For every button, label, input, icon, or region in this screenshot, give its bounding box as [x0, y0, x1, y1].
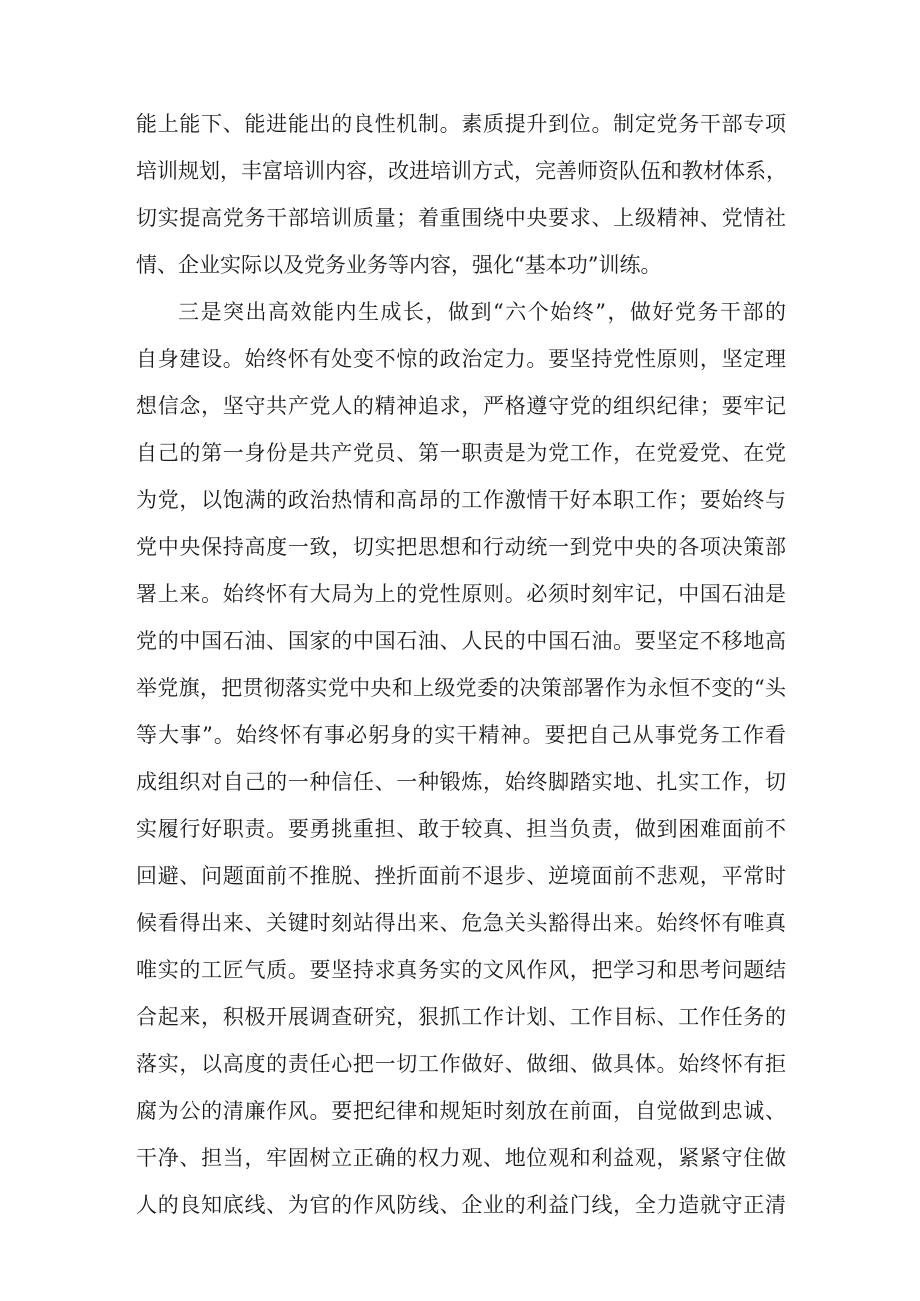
- text-line: 人的良知底线、为官的作风防线、企业的利益门线，全力造就守正清: [136, 1193, 786, 1217]
- text-line: 干净、担当，牢固树立正确的权力观、地位观和利益观，紧紧守住做: [136, 1146, 786, 1170]
- text-line: 合起来，积极开展调查研究，狠抓工作计划、工作目标、工作任务的: [136, 1005, 786, 1029]
- text-line: 腐为公的清廉作风。要把纪律和规矩时刻放在前面，自觉做到忠诚、: [136, 1099, 786, 1123]
- text-line: 成组织对自己的一种信任、一种锻炼，始终脚踏实地、扎实工作，切: [136, 770, 786, 794]
- text-line: 举党旗，把贯彻落实党中央和上级党委的决策部署作为永恒不变的“头: [136, 676, 786, 700]
- text-line: 情、企业实际以及党务业务等内容，强化“基本功”训练。: [136, 253, 662, 277]
- text-line: 实履行好职责。要勇挑重担、敢于较真、担当负责，做到困难面前不: [136, 817, 786, 841]
- text-line: 培训规划，丰富培训内容，改进培训方式，完善师资队伍和教材体系，: [136, 159, 787, 183]
- text-line: 候看得出来、关键时刻站得出来、危急关头豁得出来。始终怀有唯真: [136, 911, 786, 935]
- text-line: 回避、问题面前不推脱、挫折面前不退步、逆境面前不悲观，平常时: [136, 864, 786, 888]
- text-line: 想信念，坚守共产党人的精神追求，严格遵守党的组织纪律；要牢记: [136, 394, 786, 418]
- text-line: 唯实的工匠气质。要坚持求真务实的文风作风，把学习和思考问题结: [136, 958, 786, 982]
- text-line: 切实提高党务干部培训质量；着重围绕中央要求、上级精神、党情社: [136, 206, 786, 230]
- text-line: 党的中国石油、国家的中国石油、人民的中国石油。要坚定不移地高: [136, 629, 786, 653]
- text-line: 自己的第一身份是共产党员、第一职责是为党工作，在党爱党、在党: [136, 441, 786, 465]
- text-line: 署上来。始终怀有大局为上的党性原则。必须时刻牢记，中国石油是: [136, 582, 786, 606]
- text-line: 落实，以高度的责任心把一切工作做好、做细、做具体。始终怀有拒: [136, 1052, 786, 1076]
- text-line: 为党，以饱满的政治热情和高昂的工作激情干好本职工作；要始终与: [136, 488, 786, 512]
- text-line: 等大事”。始终怀有事必躬身的实干精神。要把自己从事党务工作看: [136, 723, 786, 747]
- text-line: 能上能下、能进能出的良性机制。素质提升到位。制定党务干部专项: [136, 112, 786, 136]
- body-text: [136, 101, 786, 1229]
- paragraph-start-line: 三是突出高效能内生成长，做到“六个始终”，做好党务干部的: [178, 300, 786, 324]
- text-line: 党中央保持高度一致，切实把思想和行动统一到党中央的各项决策部: [136, 535, 786, 559]
- text-line: 自身建设。始终怀有处变不惊的政治定力。要坚持党性原则，坚定理: [136, 347, 786, 371]
